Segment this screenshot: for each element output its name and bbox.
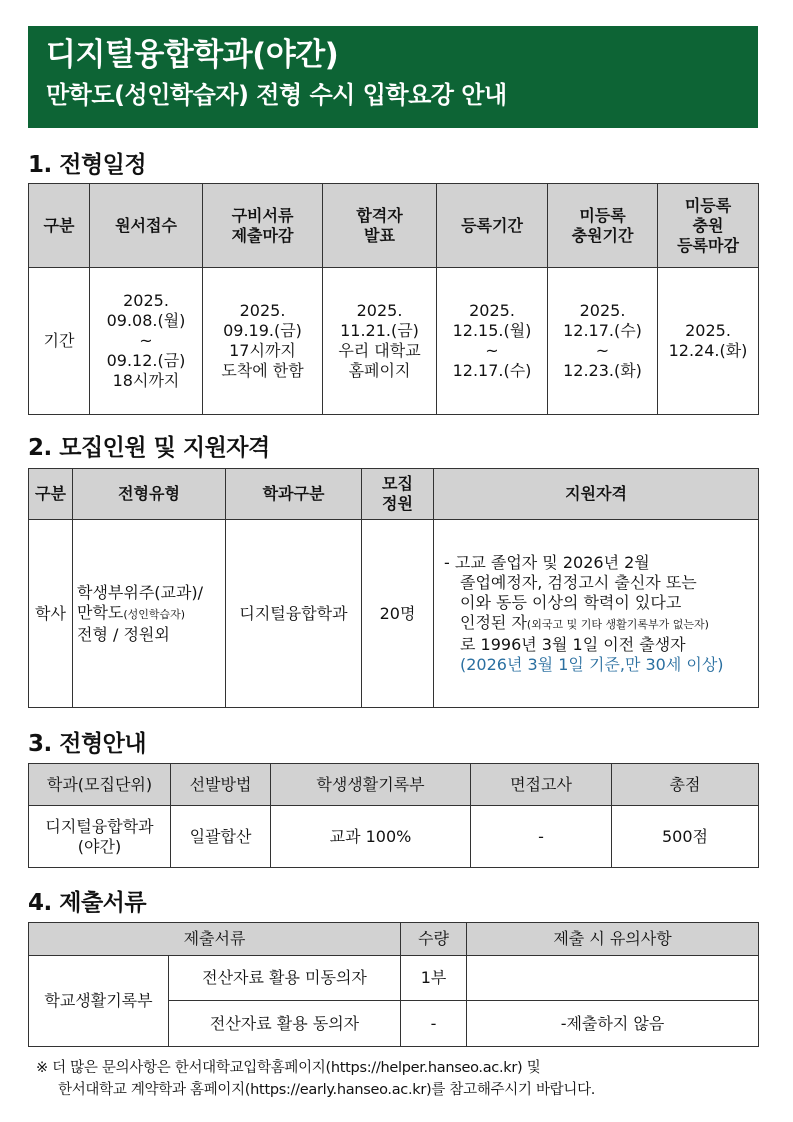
title-line-1: 디지털융합학과(야간) (46, 37, 339, 73)
section-title-guide: 3. 전형안내 (28, 731, 147, 757)
recruit-type-line1: 학생부위주(교과)/ (77, 582, 204, 602)
schedule-cell-documents: 2025. 09.19.(금) 17시까지 도착에 한함 (203, 268, 323, 415)
guide-total: 500점 (612, 806, 759, 868)
title-line-2: 만학도(성인학습자) 전형 수시 입학요강 안내 (46, 81, 507, 109)
recruit-header-qualification: 지원자격 (434, 469, 759, 520)
recruit-header-category: 구분 (29, 469, 73, 520)
footer-line-1: ※ 더 많은 문의사항은 한서대학교입학홈페이지(https://helper.hanseo.ac.kr) 및 (36, 1060, 541, 1076)
footer-note (36, 1057, 595, 1101)
recruit-header-type: 전형유형 (73, 469, 226, 520)
guide-header-dept: 학과(모집단위) (29, 764, 171, 806)
qual-line-6: (2026년 3월 1일 기준,만 30세 이상) (460, 654, 724, 674)
docs-header-document: 제출서류 (29, 923, 401, 956)
docs-row-note (467, 956, 759, 1001)
docs-row-name: 전산자료 활용 미동의자 (169, 956, 401, 1001)
docs-row-qty: - (401, 1001, 467, 1047)
schedule-cell-additional: 2025. 12.17.(수) ~ 12.23.(화) (548, 268, 658, 415)
docs-row-name: 전산자료 활용 동의자 (169, 1001, 401, 1047)
qual-line-4b: (외국고 및 기타 생활기록부가 없는자) (526, 617, 709, 631)
guide-header-total: 총점 (612, 764, 759, 806)
schedule-cell-additional-deadline: 2025. 12.24.(화) (658, 268, 759, 415)
guide-method: 일괄합산 (171, 806, 271, 868)
qual-line-4a: 인정된 자 (460, 612, 527, 632)
qual-line-2: 졸업예정자, 검정고시 출신자 또는 (460, 572, 697, 592)
schedule-header-additional: 미등록 충원기간 (548, 184, 658, 268)
docs-group: 학교생활기록부 (29, 956, 169, 1047)
guide-table (28, 763, 759, 868)
qual-line-3: 이와 동등 이상의 학력이 있다고 (460, 592, 682, 612)
footer-line-2: 한서대학교 계약학과 홈페이지(https://early.hanseo.ac.kr)를 참고해주시기 바랍니다. (58, 1082, 596, 1098)
recruit-dept: 디지털융합학과 (226, 520, 362, 708)
recruit-qualification (434, 520, 759, 708)
schedule-header-announcement: 합격자 발표 (323, 184, 437, 268)
guide-header-interview: 면접고사 (471, 764, 612, 806)
guide-dept: 디지털융합학과 (야간) (29, 806, 171, 868)
section-title-docs: 4. 제출서류 (28, 890, 147, 916)
docs-row-qty: 1부 (401, 956, 467, 1001)
guide-interview: - (471, 806, 612, 868)
section-title-schedule: 1. 전형일정 (28, 152, 147, 178)
recruit-category: 학사 (29, 520, 73, 708)
schedule-cell-announcement: 2025. 11.21.(금) 우리 대학교 홈페이지 (323, 268, 437, 415)
recruit-table (28, 468, 759, 708)
schedule-cell-application: 2025. 09.08.(월) ~ 09.12.(금) 18시까지 (90, 268, 203, 415)
schedule-row-label: 기간 (29, 268, 90, 415)
guide-record: 교과 100% (271, 806, 471, 868)
docs-row-note: -제출하지 않음 (467, 1001, 759, 1047)
docs-header-qty: 수량 (401, 923, 467, 956)
schedule-header-category: 구분 (29, 184, 90, 268)
recruit-header-dept: 학과구분 (226, 469, 362, 520)
schedule-table (28, 183, 759, 415)
recruit-type-line2a: 만학도 (77, 602, 124, 622)
recruit-header-quota: 모집 정원 (362, 469, 434, 520)
qual-line-5: 로 1996년 3월 1일 이전 출생자 (460, 634, 686, 654)
title-banner (28, 26, 758, 128)
recruit-quota: 20명 (362, 520, 434, 708)
schedule-header-registration: 등록기간 (437, 184, 548, 268)
guide-header-record: 학생생활기록부 (271, 764, 471, 806)
recruit-type-line3: 전형 / 정원외 (77, 624, 170, 644)
guide-header-method: 선발방법 (171, 764, 271, 806)
section-title-recruit: 2. 모집인원 및 지원자격 (28, 435, 270, 461)
schedule-cell-registration: 2025. 12.15.(월) ~ 12.17.(수) (437, 268, 548, 415)
schedule-header-documents: 구비서류 제출마감 (203, 184, 323, 268)
recruit-type (73, 520, 226, 708)
docs-header-note: 제출 시 유의사항 (467, 923, 759, 956)
schedule-header-additional-deadline: 미등록 충원 등록마감 (658, 184, 759, 268)
schedule-header-application: 원서접수 (90, 184, 203, 268)
docs-table (28, 922, 759, 1047)
recruit-type-line2b: (성인학습자) (123, 607, 186, 621)
qual-line-1: - 고교 졸업자 및 2026년 2월 (444, 552, 650, 572)
